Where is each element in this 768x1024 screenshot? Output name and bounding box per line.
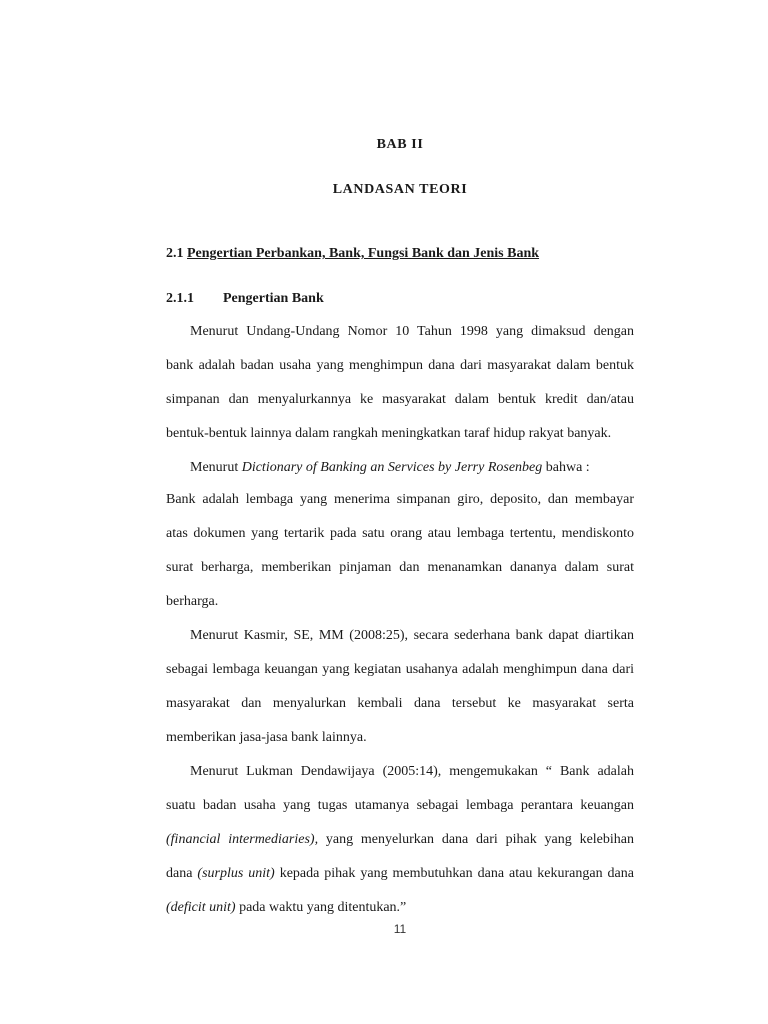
italic-text: (surplus unit) <box>197 866 275 881</box>
text-run: pada waktu yang ditentukan.” <box>239 900 407 915</box>
text-run: bahwa : <box>545 460 590 475</box>
paragraph-line: sebagai lembaga keuangan yang kegiatan usahanya adalah menghimpun dana dari <box>166 662 634 677</box>
paragraph-line: suatu badan usaha yang tugas utamanya sebagai lembaga perantara keuangan <box>166 798 634 813</box>
section-title: Pengertian Perbankan, Bank, Fungsi Bank dan Jenis Bank <box>187 246 540 261</box>
paragraph-line: bank adalah badan usaha yang menghimpun dana dari masyarakat dalam bentuk <box>166 358 634 373</box>
italic-text: Dictionary of Banking an Services by Jerry Rosenbeg <box>241 460 543 475</box>
paragraph-line: berharga. <box>166 594 219 609</box>
italic-text: (deficit unit) <box>166 900 236 915</box>
paragraph-line: Bank adalah lembaga yang menerima simpanan giro, deposito, dan membayar <box>166 492 634 507</box>
paragraph-line <box>166 865 634 883</box>
section-number: 2.1 <box>166 246 184 261</box>
italic-text: (financial intermediaries), <box>166 832 319 847</box>
paragraph-line <box>166 459 634 477</box>
chapter-label: BAB II <box>376 137 424 152</box>
subsection-heading <box>166 291 324 307</box>
paragraph-line: Menurut Lukman Dendawijaya (2005:14), mengemukakan “ Bank adalah <box>190 764 634 779</box>
paragraph-line <box>166 831 634 849</box>
paragraph-line: Menurut Kasmir, SE, MM (2008:25), secara sederhana bank dapat diartikan <box>190 628 634 643</box>
paragraph-line: bentuk-bentuk lainnya dalam rangkah meningkatkan taraf hidup rakyat banyak. <box>166 426 612 441</box>
paragraph-line: memberikan jasa-jasa bank lainnya. <box>166 730 367 745</box>
text-run: kepada pihak yang membutuhkan dana atau kekurangan dana <box>279 866 634 881</box>
paragraph-line: surat berharga, memberikan pinjaman dan menanamkan dananya dalam surat <box>166 560 634 575</box>
text-run: yang menyelurkan dana dari pihak yang kelebihan <box>325 832 634 847</box>
text-run: dana <box>166 866 193 881</box>
chapter-title: LANDASAN TEORI <box>332 182 468 197</box>
page-number: 11 <box>393 922 407 936</box>
paragraph-line <box>166 899 634 917</box>
subsection-number: 2.1.1 <box>166 291 194 306</box>
paragraph-line: Menurut Undang-Undang Nomor 10 Tahun 1998 yang dimaksud dengan <box>190 324 634 339</box>
paragraph-line: atas dokumen yang tertarik pada satu orang atau lembaga tertentu, mendiskonto <box>166 526 634 541</box>
subsection-title: Pengertian Bank <box>223 291 324 306</box>
paragraph-line: masyarakat dan menyalurkan kembali dana tersebut ke masyarakat serta <box>166 696 634 711</box>
section-heading <box>166 246 539 262</box>
text-run: Menurut <box>190 460 239 475</box>
paragraph-line: simpanan dan menyalurkannya ke masyarakat dalam bentuk kredit dan/atau <box>166 392 634 407</box>
